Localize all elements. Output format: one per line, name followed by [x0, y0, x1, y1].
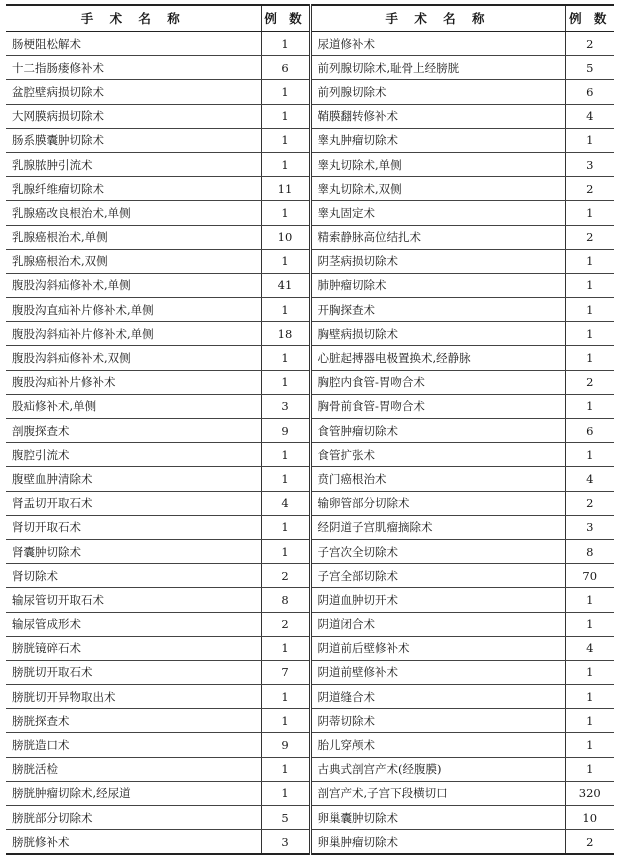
procedure-name-left: 输尿管成形术	[6, 612, 261, 636]
table-row	[6, 104, 614, 128]
procedure-name-right: 睾丸固定术	[310, 201, 565, 225]
procedure-name-left: 膀胱切开异物取出术	[6, 685, 261, 709]
procedure-count-left: 8	[261, 588, 310, 612]
procedure-name-left: 输尿管切开取石术	[6, 588, 261, 612]
procedure-name-left: 乳腺癌改良根治术,单侧	[6, 201, 261, 225]
table-row	[6, 443, 614, 467]
procedure-name-right: 剖宫产术,子宫下段横切口	[310, 781, 565, 805]
procedure-count-left: 1	[261, 370, 310, 394]
procedure-count-right: 1	[565, 298, 614, 322]
procedure-count-left: 11	[261, 177, 310, 201]
procedure-count-right: 8	[565, 539, 614, 563]
procedure-count-right: 1	[565, 612, 614, 636]
procedure-count-left: 1	[261, 685, 310, 709]
procedure-count-left: 6	[261, 56, 310, 80]
procedure-name-right: 睾丸切除术,双侧	[310, 177, 565, 201]
procedure-count-left: 2	[261, 612, 310, 636]
table-row	[6, 660, 614, 684]
procedure-name-right: 食管肿瘤切除术	[310, 419, 565, 443]
procedure-count-right: 1	[565, 394, 614, 418]
procedure-count-left: 1	[261, 249, 310, 273]
procedure-name-right: 阴道前后壁修补术	[310, 636, 565, 660]
procedure-count-right: 2	[565, 32, 614, 56]
procedure-count-left: 1	[261, 298, 310, 322]
procedure-count-right: 1	[565, 128, 614, 152]
procedure-name-right: 精索静脉高位结扎术	[310, 225, 565, 249]
table-row	[6, 56, 614, 80]
procedure-name-right: 经阴道子宫肌瘤摘除术	[310, 515, 565, 539]
header-count-right: 例 数	[565, 5, 614, 32]
procedure-name-left: 腹股沟疝补片修补术	[6, 370, 261, 394]
procedure-count-left: 7	[261, 660, 310, 684]
table-row	[6, 346, 614, 370]
procedure-name-right: 古典式剖宫产术(经腹膜)	[310, 757, 565, 781]
procedure-name-left: 肾切开取石术	[6, 515, 261, 539]
procedure-count-left: 1	[261, 539, 310, 563]
procedure-name-right: 睾丸肿瘤切除术	[310, 128, 565, 152]
procedure-name-left: 十二指肠瘘修补术	[6, 56, 261, 80]
procedure-count-left: 3	[261, 830, 310, 855]
surgery-count-table	[6, 4, 614, 855]
table-row	[6, 733, 614, 757]
procedure-name-right: 输卵管部分切除术	[310, 491, 565, 515]
procedure-name-right: 阴道血肿切开术	[310, 588, 565, 612]
table-row	[6, 370, 614, 394]
procedure-name-right: 卵巢囊肿切除术	[310, 806, 565, 830]
procedure-name-left: 肠系膜囊肿切除术	[6, 128, 261, 152]
table-header	[6, 5, 614, 32]
procedure-name-right: 鞘膜翻转修补术	[310, 104, 565, 128]
procedure-count-right: 1	[565, 757, 614, 781]
procedure-count-right: 1	[565, 660, 614, 684]
table-row	[6, 612, 614, 636]
procedure-name-left: 肾盂切开取石术	[6, 491, 261, 515]
procedure-count-left: 1	[261, 152, 310, 176]
procedure-count-left: 5	[261, 806, 310, 830]
procedure-count-right: 6	[565, 419, 614, 443]
procedure-name-left: 膀胱活检	[6, 757, 261, 781]
procedure-name-right: 阴道前壁修补术	[310, 660, 565, 684]
table-row	[6, 588, 614, 612]
procedure-name-right: 阴蒂切除术	[310, 709, 565, 733]
procedure-name-right: 肺肿瘤切除术	[310, 273, 565, 297]
procedure-count-right: 3	[565, 152, 614, 176]
procedure-count-left: 1	[261, 346, 310, 370]
procedure-count-right: 10	[565, 806, 614, 830]
procedure-name-left: 乳腺癌根治术,双侧	[6, 249, 261, 273]
procedure-count-left: 2	[261, 564, 310, 588]
table-row	[6, 636, 614, 660]
header-procedure-name-right: 手 术 名 称	[310, 5, 565, 32]
procedure-count-right: 1	[565, 273, 614, 297]
table-row	[6, 491, 614, 515]
procedure-count-left: 1	[261, 443, 310, 467]
table-row	[6, 152, 614, 176]
procedure-count-left: 1	[261, 636, 310, 660]
procedure-name-right: 贲门癌根治术	[310, 467, 565, 491]
table-row	[6, 564, 614, 588]
procedure-count-left: 41	[261, 273, 310, 297]
procedure-name-left: 肠梗阻松解术	[6, 32, 261, 56]
procedure-name-left: 股疝修补术,单侧	[6, 394, 261, 418]
procedure-name-left: 乳腺癌根治术,单侧	[6, 225, 261, 249]
header-count-left: 例 数	[261, 5, 310, 32]
procedure-count-left: 9	[261, 733, 310, 757]
procedure-name-right: 尿道修补术	[310, 32, 565, 56]
procedure-count-left: 18	[261, 322, 310, 346]
procedure-name-right: 胸骨前食管-胃吻合术	[310, 394, 565, 418]
procedure-name-left: 腹腔引流术	[6, 443, 261, 467]
header-row	[6, 5, 614, 32]
procedure-name-right: 前列腺切除术,耻骨上经膀胱	[310, 56, 565, 80]
table-row	[6, 177, 614, 201]
procedure-count-left: 1	[261, 32, 310, 56]
table-row	[6, 419, 614, 443]
procedure-count-left: 10	[261, 225, 310, 249]
procedure-name-right: 开胸探查术	[310, 298, 565, 322]
procedure-name-left: 膀胱切开取石术	[6, 660, 261, 684]
procedure-name-right: 胸壁病损切除术	[310, 322, 565, 346]
procedure-count-right: 1	[565, 733, 614, 757]
procedure-name-left: 乳腺纤维瘤切除术	[6, 177, 261, 201]
procedure-name-left: 膀胱修补术	[6, 830, 261, 855]
procedure-count-left: 1	[261, 757, 310, 781]
procedure-name-left: 肾切除术	[6, 564, 261, 588]
table-row	[6, 298, 614, 322]
procedure-name-right: 食管扩张术	[310, 443, 565, 467]
procedure-count-left: 4	[261, 491, 310, 515]
surgery-table-sheet	[6, 4, 614, 849]
procedure-name-left: 剖腹探查术	[6, 419, 261, 443]
table-row	[6, 467, 614, 491]
header-procedure-name-left: 手 术 名 称	[6, 5, 261, 32]
procedure-count-right: 2	[565, 491, 614, 515]
procedure-count-left: 1	[261, 515, 310, 539]
table-row	[6, 781, 614, 805]
procedure-count-right: 2	[565, 370, 614, 394]
procedure-name-left: 膀胱肿瘤切除术,经尿道	[6, 781, 261, 805]
procedure-count-right: 6	[565, 80, 614, 104]
procedure-count-right: 2	[565, 225, 614, 249]
procedure-name-left: 腹股沟斜疝修补术,双侧	[6, 346, 261, 370]
procedure-count-left: 1	[261, 781, 310, 805]
procedure-count-right: 320	[565, 781, 614, 805]
procedure-name-left: 腹股沟直疝补片修补术,单侧	[6, 298, 261, 322]
table-row	[6, 709, 614, 733]
procedure-count-left: 1	[261, 128, 310, 152]
procedure-count-left: 1	[261, 104, 310, 128]
procedure-name-right: 子宫全部切除术	[310, 564, 565, 588]
procedure-count-right: 1	[565, 346, 614, 370]
procedure-name-right: 阴茎病损切除术	[310, 249, 565, 273]
procedure-count-right: 1	[565, 709, 614, 733]
procedure-count-right: 3	[565, 515, 614, 539]
table-row	[6, 32, 614, 56]
table-body	[6, 32, 614, 855]
procedure-name-left: 膀胱镜碎石术	[6, 636, 261, 660]
procedure-count-right: 5	[565, 56, 614, 80]
procedure-name-right: 前列腺切除术	[310, 80, 565, 104]
procedure-count-left: 1	[261, 709, 310, 733]
procedure-count-left: 3	[261, 394, 310, 418]
procedure-count-left: 1	[261, 467, 310, 491]
procedure-count-right: 70	[565, 564, 614, 588]
procedure-name-right: 阴道闭合术	[310, 612, 565, 636]
procedure-name-left: 乳腺脓肿引流术	[6, 152, 261, 176]
table-row	[6, 394, 614, 418]
table-row	[6, 515, 614, 539]
procedure-name-left: 膀胱造口术	[6, 733, 261, 757]
table-row	[6, 757, 614, 781]
procedure-name-right: 睾丸切除术,单侧	[310, 152, 565, 176]
procedure-count-right: 1	[565, 685, 614, 709]
procedure-name-left: 腹股沟斜疝修补术,单侧	[6, 273, 261, 297]
table-row	[6, 201, 614, 225]
table-row	[6, 225, 614, 249]
procedure-count-right: 1	[565, 249, 614, 273]
procedure-count-left: 1	[261, 201, 310, 225]
procedure-name-left: 大网膜病损切除术	[6, 104, 261, 128]
table-row	[6, 806, 614, 830]
procedure-count-right: 4	[565, 636, 614, 660]
table-row	[6, 830, 614, 855]
procedure-count-right: 4	[565, 467, 614, 491]
procedure-count-left: 9	[261, 419, 310, 443]
procedure-name-left: 膀胱探查术	[6, 709, 261, 733]
procedure-name-right: 胸腔内食管-胃吻合术	[310, 370, 565, 394]
table-row	[6, 322, 614, 346]
procedure-count-right: 4	[565, 104, 614, 128]
procedure-count-left: 1	[261, 80, 310, 104]
procedure-name-left: 膀胱部分切除术	[6, 806, 261, 830]
table-row	[6, 539, 614, 563]
table-row	[6, 249, 614, 273]
procedure-count-right: 1	[565, 443, 614, 467]
procedure-count-right: 2	[565, 830, 614, 855]
procedure-name-right: 胎儿穿颅术	[310, 733, 565, 757]
procedure-count-right: 1	[565, 322, 614, 346]
table-row	[6, 685, 614, 709]
procedure-name-right: 心脏起搏器电极置换术,经静脉	[310, 346, 565, 370]
procedure-count-right: 2	[565, 177, 614, 201]
procedure-name-right: 卵巢肿瘤切除术	[310, 830, 565, 855]
procedure-name-left: 盆腔壁病损切除术	[6, 80, 261, 104]
procedure-name-left: 腹壁血肿清除术	[6, 467, 261, 491]
procedure-name-right: 子宫次全切除术	[310, 539, 565, 563]
procedure-count-right: 1	[565, 588, 614, 612]
table-row	[6, 80, 614, 104]
table-row	[6, 273, 614, 297]
procedure-name-left: 腹股沟斜疝补片修补术,单侧	[6, 322, 261, 346]
procedure-count-right: 1	[565, 201, 614, 225]
table-row	[6, 128, 614, 152]
procedure-name-right: 阴道缝合术	[310, 685, 565, 709]
procedure-name-left: 肾囊肿切除术	[6, 539, 261, 563]
